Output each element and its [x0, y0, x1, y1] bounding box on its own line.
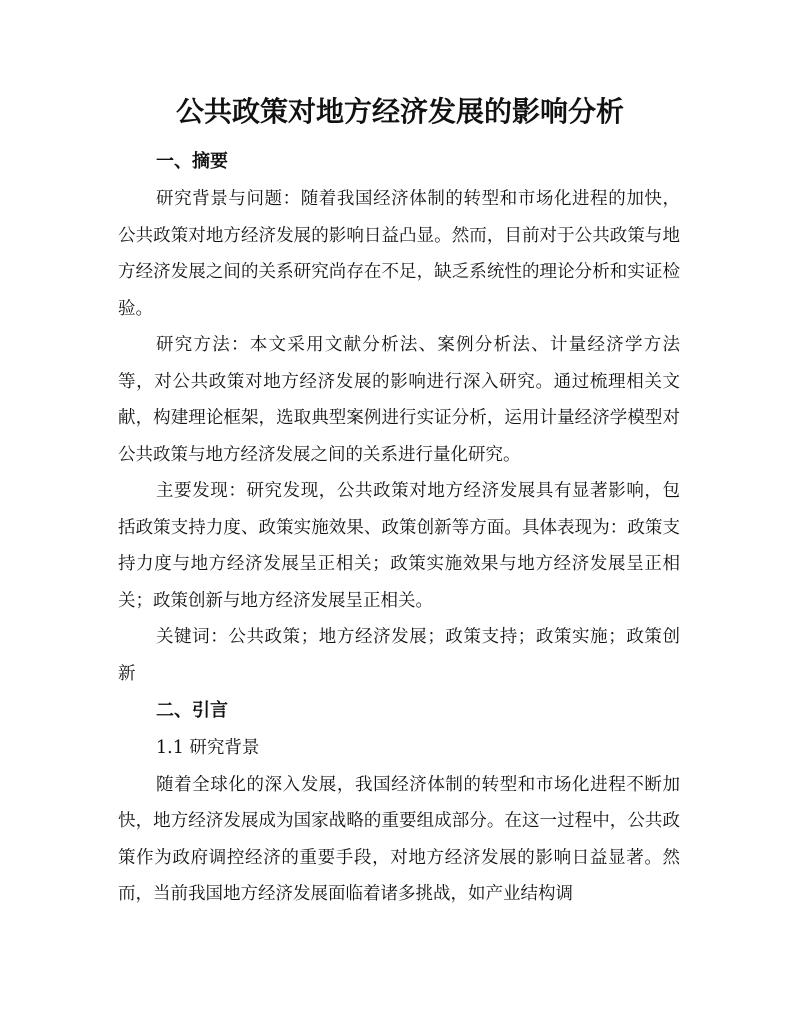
abstract-paragraph-methods: 研究方法：本文采用文献分析法、案例分析法、计量经济学方法等，对公共政策对地方经济发展的影响进行深入研究。通过梳理相关文献，构建理论框架，选取典型案例进行实证分析，运用计量经济学模型对公共政策与地方经济发展之间的关系进行量化研究。 [118, 335, 680, 465]
abstract-paragraph-findings: 主要发现：研究发现，公共政策对地方经济发展具有显著影响，包括政策支持力度、政策实施效果、政策创新等方面。具体表现为：政策支持力度与地方经济发展呈正相关；政策实施效果与地方经济发展呈正相关；政策创新与地方经济发展呈正相关。 [118, 481, 680, 611]
section-heading-introduction: 二、引言 [156, 700, 228, 721]
intro-paragraph-1: 随着全球化的深入发展，我国经济体制的转型和市场化进程不断加快，地方经济发展成为国家战略的重要组成部分。在这一过程中，公共政策作为政府调控经济的重要手段，对地方经济发展的影响日益显著。然而，当前我国地方经济发展面临着诸多挑战，如产业结构调 [118, 774, 680, 904]
section-heading-abstract: 一、摘要 [156, 151, 228, 172]
document-body [118, 143, 680, 913]
document-title: 公共政策对地方经济发展的影响分析 [175, 95, 624, 128]
abstract-paragraph-background: 研究背景与问题：随着我国经济体制的转型和市场化进程的加快，公共政策对地方经济发展的影响日益凸显。然而，目前对于公共政策与地方经济发展之间的关系研究尚存在不足，缺乏系统性的理论分析和实证检验。 [118, 189, 680, 319]
subsection-heading-research-background: 1.1 研究背景 [156, 738, 260, 758]
abstract-paragraph-keywords: 关键词：公共政策；地方经济发展；政策支持；政策实施；政策创新 [118, 627, 680, 684]
